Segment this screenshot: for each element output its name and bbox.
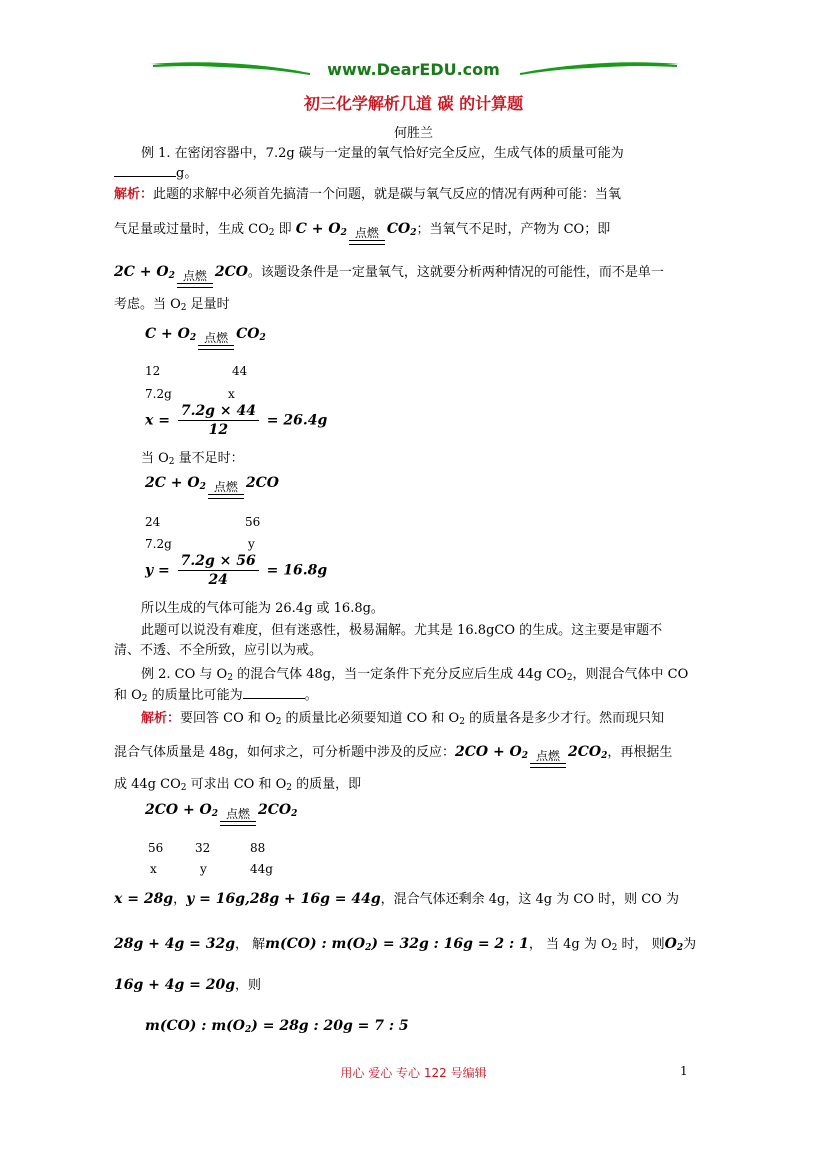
molar-mass-o2: 32	[195, 841, 211, 855]
answer-blank	[114, 164, 176, 177]
ex1-analysis-line4: 考虑。当 $O_2$ 足量时	[114, 297, 230, 313]
eq-o2-symbol: $O_2$	[664, 936, 684, 953]
ex2-analysis-line3: 成 44g $CO_2$ 可求出 CO 和 $O_2$ 的质量，即	[114, 777, 362, 793]
document-title: 初三化学解析几道 碳 的计算题	[303, 94, 524, 113]
result-x: 26.4g	[283, 412, 328, 429]
ex2-a3b-text: 可求出 CO 和 O	[186, 777, 287, 792]
ex1-q2-text: g。	[176, 166, 198, 181]
ex2-q2b-text: 的质量比可能为	[147, 688, 243, 703]
eq-c-o2-co2-inline: $C + O_2$ 点燃 $CO_2$	[296, 221, 417, 237]
ex1-a3-text: 。该题设条件是一定量氧气，这就要分析两种情况的可能性，而不是单一	[247, 265, 664, 280]
ex1-a2b-text: 即	[274, 222, 292, 237]
ex2-a1a-text: 要回答 CO 和 O	[180, 711, 276, 726]
ex1-a2c-text: ；当氧气不足时，产物为 CO；即	[416, 222, 611, 237]
eq-c-o2-co2: $C + O_2$ 点燃 $CO_2$	[145, 326, 266, 350]
molar-mass-2co: 56	[245, 515, 261, 529]
ex2-q1c-text: ，则混合气体中 CO	[572, 667, 689, 682]
ex1-question-line2	[114, 164, 714, 183]
ex1-conclusion-line1: 所以生成的气体可能为 26.4g 或 16.8g。	[141, 601, 384, 616]
ex2-q1a-text: 例 2. CO 与 O	[141, 667, 228, 682]
eq-2co-o2-2co2: $2CO + O_2$ 点燃 $2CO_2$	[145, 802, 297, 826]
ex1-insufficient-o2: 当 $O_2$ 量不足时：	[141, 451, 244, 467]
ex2-q2c-text: 。	[304, 688, 318, 703]
ex1-conclusion-line2: 此题可以说没有难度，但有迷惑性，极易漏解。尤其是 16.8gCO 的生成。这主要是审题不	[141, 623, 663, 638]
ex2-l2c-text: 时， 则	[617, 937, 665, 952]
var-x: x	[228, 387, 235, 401]
ex2-solution-line2: 28g + 4g = 32g， 解m(CO) : $m(O_2) = 32g$ : 16g = 2 : 1， 当 4g 为 $O_2$ 时， 则$O_2$为	[114, 936, 697, 953]
eq-o2-mass: 16g + 4g = 20g	[114, 977, 236, 993]
analysis-label: 解析：	[114, 187, 154, 202]
var-y: y	[248, 537, 255, 551]
molar-mass-co2: 44	[232, 364, 248, 378]
ex2-a3a-text: 成 44g CO	[114, 777, 181, 792]
ex2-a3c-text: 的质量，即	[292, 777, 362, 792]
calc-y: y = $\frac{7.2g \times 56}{24}$ = 16.8g	[145, 553, 328, 588]
ex2-question-line1: 例 2. CO 与 $O_2$ 的混合气体 48g，当一定条件下充分反应后生成 44g $CO_2$，则混合气体中 CO	[141, 667, 689, 683]
ex2-solution-line3	[114, 976, 714, 995]
ex2-solution-line1: x = 28g，y = 16g,28g + 16g = 44g，混合气体还剩余 4g，这 4g 为 CO 时，则 CO 为	[114, 891, 679, 907]
ex1-conclusion-line3: 清、不透、不全所致，应引以为戒。	[114, 643, 323, 658]
mass-co2: 44g	[250, 862, 273, 876]
ex2-question-line2: 和 $O_2$ 的质量比可能为 。	[114, 688, 318, 704]
ex2-l3b-text: ，则	[235, 978, 262, 993]
result-y: 16.8g	[283, 562, 328, 579]
calc-x: x = $\frac{7.2g \times 44}{12}$ = 26.4g	[145, 403, 328, 438]
ex1-analysis-line1	[114, 186, 714, 204]
eq-2c-o2-2co: $2C + O_2$ 点燃 2CO	[145, 475, 279, 499]
ex2-a1c-text: 的质量各是多少才行。然而现只知	[464, 711, 665, 726]
eq-2c-o2-2co-inline: $2C + O_2$ 点燃 2CO	[114, 264, 248, 280]
eq-x-y-values: x = 28g	[114, 891, 174, 907]
answer-blank-2	[243, 686, 305, 699]
ex2-l2b-text: ， 当 4g 为 O	[528, 937, 612, 952]
ex1-question-line1: 例 1. 在密闭容器中，7.2g 碳与一定量的氧气恰好完全反应，生成气体的质量可能为	[141, 146, 624, 161]
eq-2co-o2-2co2-inline: $2CO + O_2$ 点燃 $2CO_2$	[455, 744, 607, 760]
footer-text: 用心 爱心 专心 122 号编辑	[340, 1066, 487, 1080]
ex2-a2b-text: ，再根据生	[607, 745, 673, 760]
eq-ratio-1: m(CO) : $m(O_2) = 32g$ : 16g = 2 : 1	[265, 936, 529, 953]
molar-mass-2c: 24	[145, 515, 161, 529]
ex1-analysis-line2: 气足量或过量时，生成 $CO_2$ 即 $C + O_2$ 点燃 $CO_2$；当氧气不足时，产物为 CO；即	[114, 220, 714, 245]
ex2-l2a-text: ， 解	[235, 937, 266, 952]
ex1-a4b-text: 足量时	[186, 297, 230, 312]
ex1-when2b-text: 量不足时：	[174, 451, 244, 466]
mass-c: 7.2g	[145, 387, 172, 401]
molar-mass-c: 12	[145, 364, 161, 378]
header-site-name: www.DearEDU.com	[327, 60, 500, 79]
ex2-l1b-text: ，混合气体还剩余 4g，这 4g 为 CO 时，则 CO 为	[380, 892, 679, 907]
molar-mass-2co2: 88	[250, 841, 266, 855]
ex1-a1-text: 此题的求解中必须首先搞清一个问题，就是碳与氧气反应的情况有两种可能：当氧	[153, 187, 622, 202]
analysis-label-2: 解析：	[141, 711, 181, 726]
ex1-analysis-line3	[114, 263, 714, 288]
ex2-analysis-line1: 解析：要回答 CO 和 $O_2$ 的质量比必须要知道 CO 和 $O_2$ 的质量各是多少才行。然而现只知	[141, 711, 665, 727]
ex1-a4-text: 考虑。当 O	[114, 297, 181, 312]
ex2-a2a-text: 混合气体质量是 48g，如何求之，可分析题中涉及的反应：	[114, 745, 455, 760]
eq-y-sum: y = 16g,28g + 16g = 44g	[186, 891, 381, 907]
var-y-2: y	[200, 862, 207, 876]
eq-ratio-2: m(CO) : $m(O_2) = 28g$ : 20g = 7 : 5	[145, 1018, 409, 1035]
molar-mass-2co-b: 56	[148, 841, 164, 855]
eq-co-mass: 28g + 4g = 32g	[114, 936, 236, 952]
ex1-when2a-text: 当 O	[141, 451, 169, 466]
ex1-a2a-text: 气足量或过量时，生成 CO	[114, 222, 269, 237]
var-x-2: x	[150, 862, 157, 876]
ex2-l2d-text: 为	[683, 937, 697, 952]
ex2-q1b-text: 的混合气体 48g，当一定条件下充分反应后生成 44g CO	[232, 667, 567, 682]
mass-c-2: 7.2g	[145, 537, 172, 551]
page-number: 1	[680, 1064, 688, 1078]
ex2-q2a-text: 和 O	[114, 688, 142, 703]
ex2-a1b-text: 的质量比必须要知道 CO 和 O	[281, 711, 460, 726]
ex2-analysis-line2	[114, 743, 714, 768]
author-name: 何胜兰	[393, 126, 433, 141]
